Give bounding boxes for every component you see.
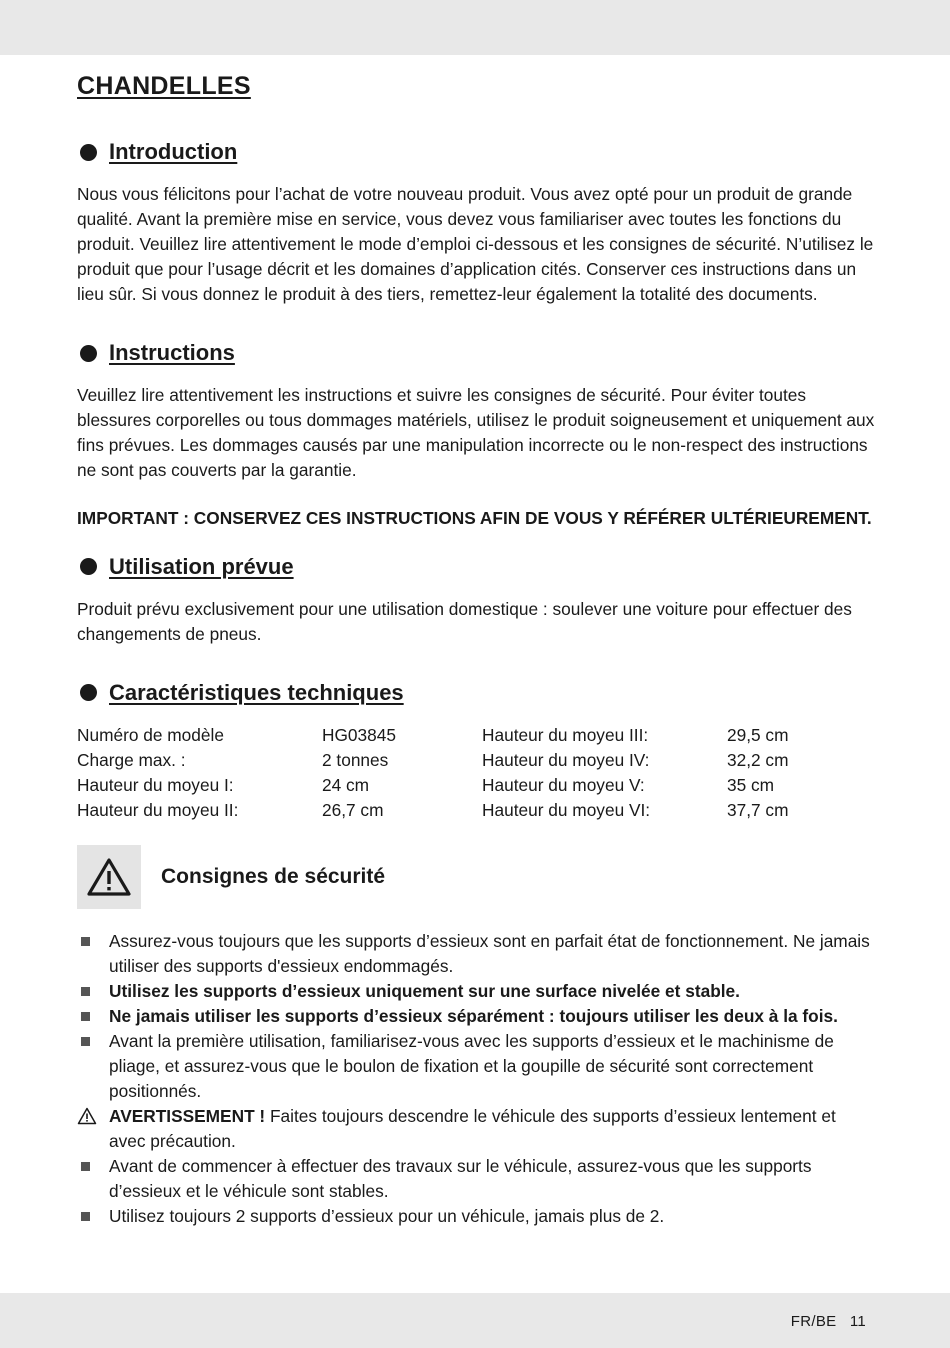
list-item-text: Avant de commencer à effectuer des travaux sur le véhicule, assurez-vous que les supports d’essieux et le véhicule sont stables.: [109, 1155, 812, 1201]
list-item: [77, 979, 875, 1004]
list-item-text: Assurez-vous toujours que les supports d’essieux sont en parfait état de fonctionnement. Ne jamais utiliser des supports d'essieux endommagés.: [109, 930, 870, 976]
safety-heading: [77, 845, 875, 909]
top-band: [0, 0, 950, 55]
important-notice: IMPORTANT : CONSERVEZ CES INSTRUCTIONS AFIN DE VOUS Y RÉFÉRER ULTÉRIEUREMENT.: [77, 508, 872, 528]
bullet-dot-icon: [80, 345, 97, 362]
introduction-paragraph: Nous vous félicitons pour l’achat de votre nouveau produit. Vous avez opté pour un produit de grande qualité. Avant la première mise en service, vous devez vous familiariser avec toutes les fonctions du produit. Veuillez lire attentivement le mode d’emploi ci-dessous et les consignes de sécurité. N’utilisez le produit que pour l’usage décrit et les domaines d’application cités. Conserver ces instructions dans un lieu sûr. Si vous donnez le produit à des tiers, remettez-leur également la totalité des documents.: [77, 184, 874, 304]
section-heading-usage: [77, 554, 875, 580]
warning-triangle-icon: [77, 1107, 97, 1125]
page-content: [77, 72, 875, 1229]
square-bullet-icon: [81, 1037, 90, 1046]
list-item-text: Utilisez toujours 2 supports d’essieux pour un véhicule, jamais plus de 2.: [109, 1205, 665, 1226]
spec-value: 37,7 cm: [727, 799, 789, 820]
spec-table: [77, 723, 875, 823]
square-bullet-icon: [81, 1162, 90, 1171]
spec-value: 24 cm: [322, 774, 370, 795]
spec-value: 2 tonnes: [322, 749, 389, 770]
list-item: [77, 1154, 875, 1204]
section-heading-introduction: [77, 139, 875, 165]
section-title: Utilisation prévue: [109, 553, 294, 579]
square-bullet-icon: [81, 987, 90, 996]
instructions-paragraph: Veuillez lire attentivement les instructions et suivre les consignes de sécurité. Pour éviter toutes blessures corporelles ou tous dommages matériels, utilisez le produit soigneusement et uniquement aux fins prévues. Les dommages causés par une manipulation incorrecte ou le non-respect des instructions ne sont pas couverts par la garantie.: [77, 385, 875, 480]
safety-list: [77, 929, 875, 1229]
warning-triangle-icon: [77, 845, 141, 909]
square-bullet-icon: [81, 1212, 90, 1221]
spec-label: Numéro de modèle: [77, 724, 224, 745]
spec-label: Hauteur du moyeu III:: [482, 724, 649, 745]
spec-label: Hauteur du moyeu V:: [482, 774, 645, 795]
bullet-dot-icon: [80, 144, 97, 161]
warning-label: AVERTISSEMENT !: [109, 1105, 266, 1126]
bullet-dot-icon: [80, 558, 97, 575]
spec-label: Charge max. :: [77, 749, 186, 770]
usage-paragraph: Produit prévu exclusivement pour une utilisation domestique : soulever une voiture pour effectuer des changements de pneus.: [77, 598, 852, 644]
spec-label: Hauteur du moyeu II:: [77, 799, 239, 820]
list-item-text: Utilisez les supports d’essieux uniquement sur une surface nivelée et stable.: [109, 980, 740, 1001]
list-item-text: Avant la première utilisation, familiarisez-vous avec les supports d’essieux et le machinisme de pliage, et assurez-vous que le boulon de fixation et la goupille de sécurité sont correctement positionnés.: [109, 1030, 834, 1101]
spec-label: Hauteur du moyeu I:: [77, 774, 234, 795]
list-item: [77, 1029, 875, 1104]
section-title: Instructions: [109, 340, 235, 365]
section-heading-instructions: [77, 340, 875, 366]
spec-value: 29,5 cm: [727, 724, 789, 745]
section-title: Caractéristiques techniques: [109, 679, 404, 705]
square-bullet-icon: [81, 1012, 90, 1021]
list-item-text: Ne jamais utiliser les supports d’essieux séparément : toujours utiliser les deux à la fois.: [109, 1005, 838, 1026]
spec-value: HG03845: [322, 724, 396, 745]
spec-label: Hauteur du moyeu VI:: [482, 799, 651, 820]
list-item-text: Faites toujours descendre le véhicule des supports d’essieux lentement et avec précaution.: [109, 1105, 836, 1151]
square-bullet-icon: [81, 937, 90, 946]
list-item-warning: [77, 1104, 875, 1154]
page-title: CHANDELLES: [77, 72, 251, 100]
safety-title: Consignes de sécurité: [161, 864, 386, 888]
section-title: Introduction: [109, 139, 238, 164]
spec-value: 35 cm: [727, 774, 775, 795]
list-item: [77, 1004, 875, 1029]
bullet-dot-icon: [80, 684, 97, 701]
page-number: FR/BE 11: [790, 1313, 866, 1330]
list-item: [77, 929, 875, 979]
list-item: [77, 1204, 875, 1229]
spec-value: 26,7 cm: [322, 799, 384, 820]
spec-label: Hauteur du moyeu IV:: [482, 749, 650, 770]
spec-value: 32,2 cm: [727, 749, 789, 770]
section-heading-specs: [77, 680, 875, 706]
